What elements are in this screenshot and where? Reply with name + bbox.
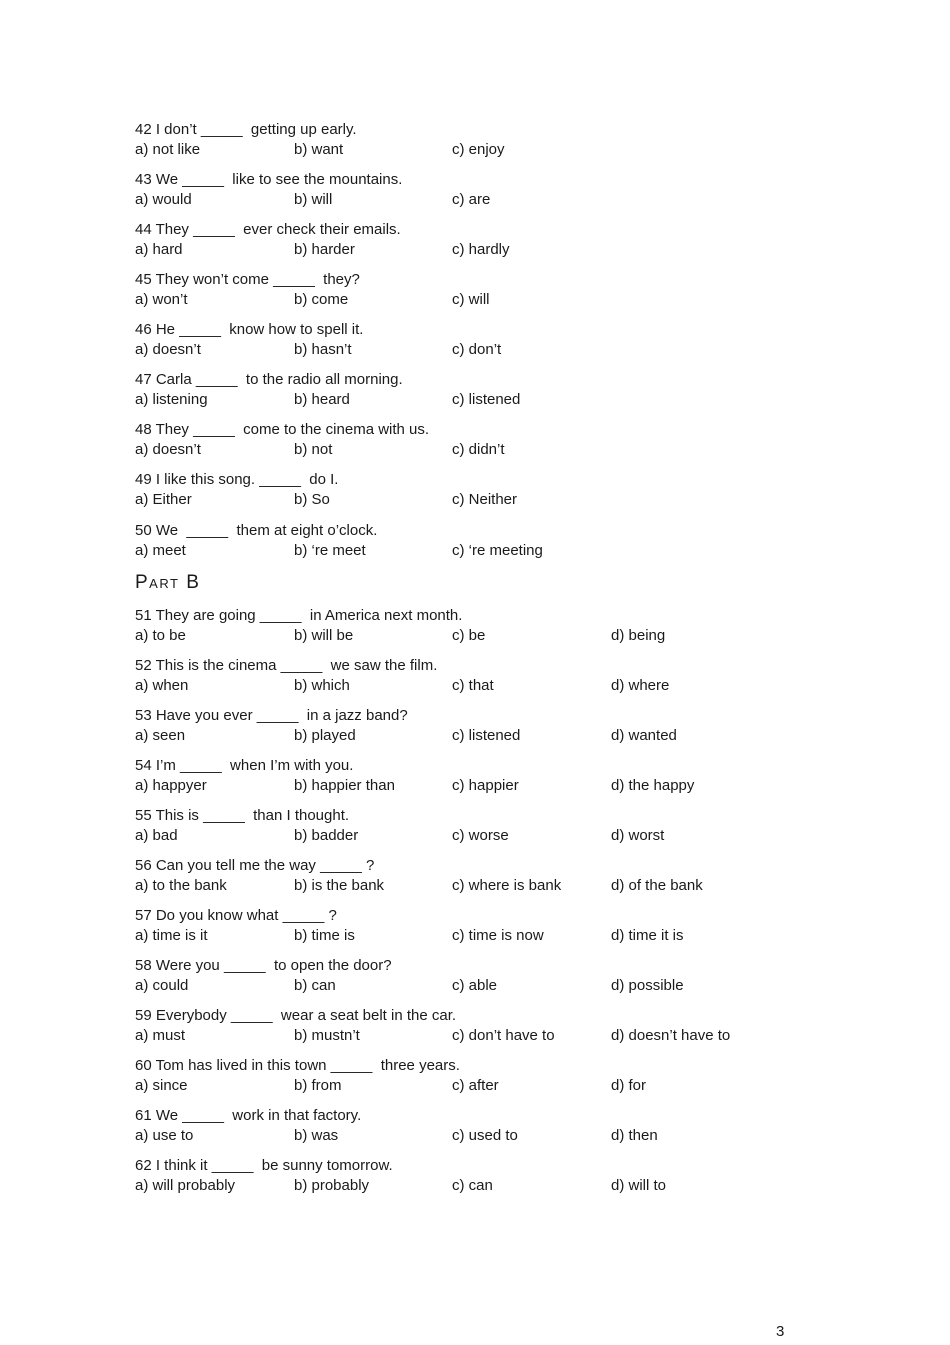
answer-option: a) won’t — [135, 291, 188, 308]
question-stem: 59 Everybody _____ wear a seat belt in the car. — [135, 1007, 457, 1024]
answer-option: b) want — [294, 141, 344, 158]
answer-option: c) don’t have to — [452, 1027, 555, 1044]
question-item — [135, 270, 835, 310]
answer-option: b) come — [294, 291, 349, 308]
question-stem: 54 I’m _____ when I’m with you. — [135, 757, 354, 774]
answer-option: b) not — [294, 441, 333, 458]
answer-option: a) bad — [135, 827, 178, 844]
answer-option: c) hardly — [452, 241, 510, 258]
answer-option: b) time is — [294, 927, 355, 944]
answer-option: c) listened — [452, 391, 521, 408]
answer-option: d) then — [611, 1127, 658, 1144]
answer-option: d) for — [611, 1077, 647, 1094]
answer-option: a) happyer — [135, 777, 207, 794]
answer-options — [135, 190, 835, 210]
answer-option: a) not like — [135, 141, 201, 158]
answer-option: a) since — [135, 1077, 188, 1094]
answer-options — [135, 676, 835, 696]
question-stem: 61 We _____ work in that factory. — [135, 1107, 362, 1124]
answer-option: d) possible — [611, 977, 684, 994]
answer-option: c) used to — [452, 1127, 518, 1144]
answer-option: a) seen — [135, 727, 186, 744]
answer-option: d) time it is — [611, 927, 684, 944]
question-item — [135, 420, 835, 460]
question-item — [135, 1156, 835, 1196]
answer-option: a) will probably — [135, 1177, 236, 1194]
question-stem: 45 They won’t come _____ they? — [135, 271, 360, 288]
answer-options — [135, 390, 835, 410]
answer-options — [135, 976, 835, 996]
question-item — [135, 120, 835, 160]
question-stem: 62 I think it _____ be sunny tomorrow. — [135, 1157, 393, 1174]
question-item — [135, 220, 835, 260]
answer-options — [135, 140, 835, 160]
answer-option: b) probably — [294, 1177, 370, 1194]
question-item — [135, 470, 835, 510]
answer-option: c) ‘re meeting — [452, 542, 543, 559]
answer-option: c) will — [452, 291, 490, 308]
answer-option: b) mustn’t — [294, 1027, 360, 1044]
answer-option: c) able — [452, 977, 498, 994]
answer-option: a) to be — [135, 627, 186, 644]
answer-option: a) to the bank — [135, 877, 227, 894]
answer-options — [135, 1176, 835, 1196]
answer-option: c) after — [452, 1077, 499, 1094]
question-stem: 43 We _____ like to see the mountains. — [135, 171, 403, 188]
answer-option: b) which — [294, 677, 350, 694]
answer-option: a) could — [135, 977, 189, 994]
answer-option: a) must — [135, 1027, 186, 1044]
answer-options — [135, 626, 835, 646]
answer-option: b) hasn’t — [294, 341, 352, 358]
answer-option: c) happier — [452, 777, 519, 794]
answer-option: a) use to — [135, 1127, 194, 1144]
question-item — [135, 1006, 835, 1046]
question-stem: 55 This is _____ than I thought. — [135, 807, 350, 824]
answer-option: a) Either — [135, 491, 192, 508]
answer-option: c) enjoy — [452, 141, 505, 158]
answer-options — [135, 1026, 835, 1046]
answer-option: d) of the bank — [611, 877, 703, 894]
question-item — [135, 656, 835, 696]
question-stem: 53 Have you ever _____ in a jazz band? — [135, 707, 408, 724]
answer-options — [135, 826, 835, 846]
answer-option: c) didn’t — [452, 441, 505, 458]
question-stem: 56 Can you tell me the way _____ ? — [135, 857, 375, 874]
answer-option: b) happier than — [294, 777, 395, 794]
question-stem: 52 This is the cinema _____ we saw the film. — [135, 657, 438, 674]
question-stem: 57 Do you know what _____ ? — [135, 907, 337, 924]
answer-option: b) can — [294, 977, 336, 994]
answer-option: b) will be — [294, 627, 354, 644]
question-stem: 58 Were you _____ to open the door? — [135, 957, 392, 974]
question-item — [135, 521, 835, 561]
answer-option: d) wanted — [611, 727, 677, 744]
answer-option: d) worst — [611, 827, 665, 844]
question-item — [135, 606, 835, 646]
answer-options — [135, 726, 835, 746]
answer-option: d) the happy — [611, 777, 695, 794]
answer-options — [135, 876, 835, 896]
answer-option: d) where — [611, 677, 670, 694]
answer-option: c) don’t — [452, 341, 502, 358]
question-stem: 48 They _____ come to the cinema with us. — [135, 421, 430, 438]
question-item — [135, 856, 835, 896]
question-item — [135, 320, 835, 360]
question-stem: 47 Carla _____ to the radio all morning. — [135, 371, 403, 388]
answer-options — [135, 776, 835, 796]
answer-option: a) when — [135, 677, 189, 694]
answer-option: a) doesn’t — [135, 341, 201, 358]
question-stem: 44 They _____ ever check their emails. — [135, 221, 401, 238]
answer-option: d) being — [611, 627, 666, 644]
answer-option: b) played — [294, 727, 356, 744]
question-item — [135, 806, 835, 846]
answer-option: c) are — [452, 191, 491, 208]
answer-options — [135, 490, 835, 510]
question-item — [135, 370, 835, 410]
answer-option: b) So — [294, 491, 330, 508]
answer-option: b) heard — [294, 391, 350, 408]
answer-option: c) where is bank — [452, 877, 562, 894]
answer-option: a) time is it — [135, 927, 208, 944]
question-stem: 50 We _____ them at eight o’clock. — [135, 522, 378, 539]
page-number: 3 — [776, 1323, 785, 1340]
answer-options — [135, 1126, 835, 1146]
answer-option: c) that — [452, 677, 494, 694]
part-b-heading: Part B — [135, 572, 201, 593]
answer-option: b) ‘re meet — [294, 542, 366, 559]
question-item — [135, 906, 835, 946]
question-item — [135, 756, 835, 796]
answer-option: b) will — [294, 191, 333, 208]
answer-option: c) time is now — [452, 927, 544, 944]
answer-option: b) is the bank — [294, 877, 385, 894]
answer-option: b) badder — [294, 827, 359, 844]
answer-option: b) from — [294, 1077, 342, 1094]
answer-option: a) doesn’t — [135, 441, 201, 458]
answer-option: d) will to — [611, 1177, 667, 1194]
answer-option: c) listened — [452, 727, 521, 744]
question-item — [135, 1106, 835, 1146]
question-item — [135, 170, 835, 210]
answer-option: c) be — [452, 627, 486, 644]
question-stem: 51 They are going _____ in America next month. — [135, 607, 463, 624]
answer-option: a) would — [135, 191, 192, 208]
answer-options — [135, 440, 835, 460]
answer-options — [135, 541, 835, 561]
question-stem: 60 Tom has lived in this town _____ three years. — [135, 1057, 460, 1074]
question-stem: 42 I don’t _____ getting up early. — [135, 121, 357, 138]
question-item — [135, 1056, 835, 1096]
answer-options — [135, 1076, 835, 1096]
answer-option: c) can — [452, 1177, 493, 1194]
answer-option: a) listening — [135, 391, 208, 408]
answer-options — [135, 290, 835, 310]
answer-option: b) harder — [294, 241, 355, 258]
question-stem: 46 He _____ know how to spell it. — [135, 321, 364, 338]
question-item — [135, 956, 835, 996]
answer-option: c) Neither — [452, 491, 518, 508]
answer-option: c) worse — [452, 827, 509, 844]
answer-option: d) doesn’t have to — [611, 1027, 731, 1044]
answer-options — [135, 340, 835, 360]
question-item — [135, 706, 835, 746]
answer-options — [135, 926, 835, 946]
answer-options — [135, 240, 835, 260]
answer-option: b) was — [294, 1127, 339, 1144]
question-stem: 49 I like this song. _____ do I. — [135, 471, 339, 488]
answer-option: a) hard — [135, 241, 183, 258]
answer-option: a) meet — [135, 542, 186, 559]
